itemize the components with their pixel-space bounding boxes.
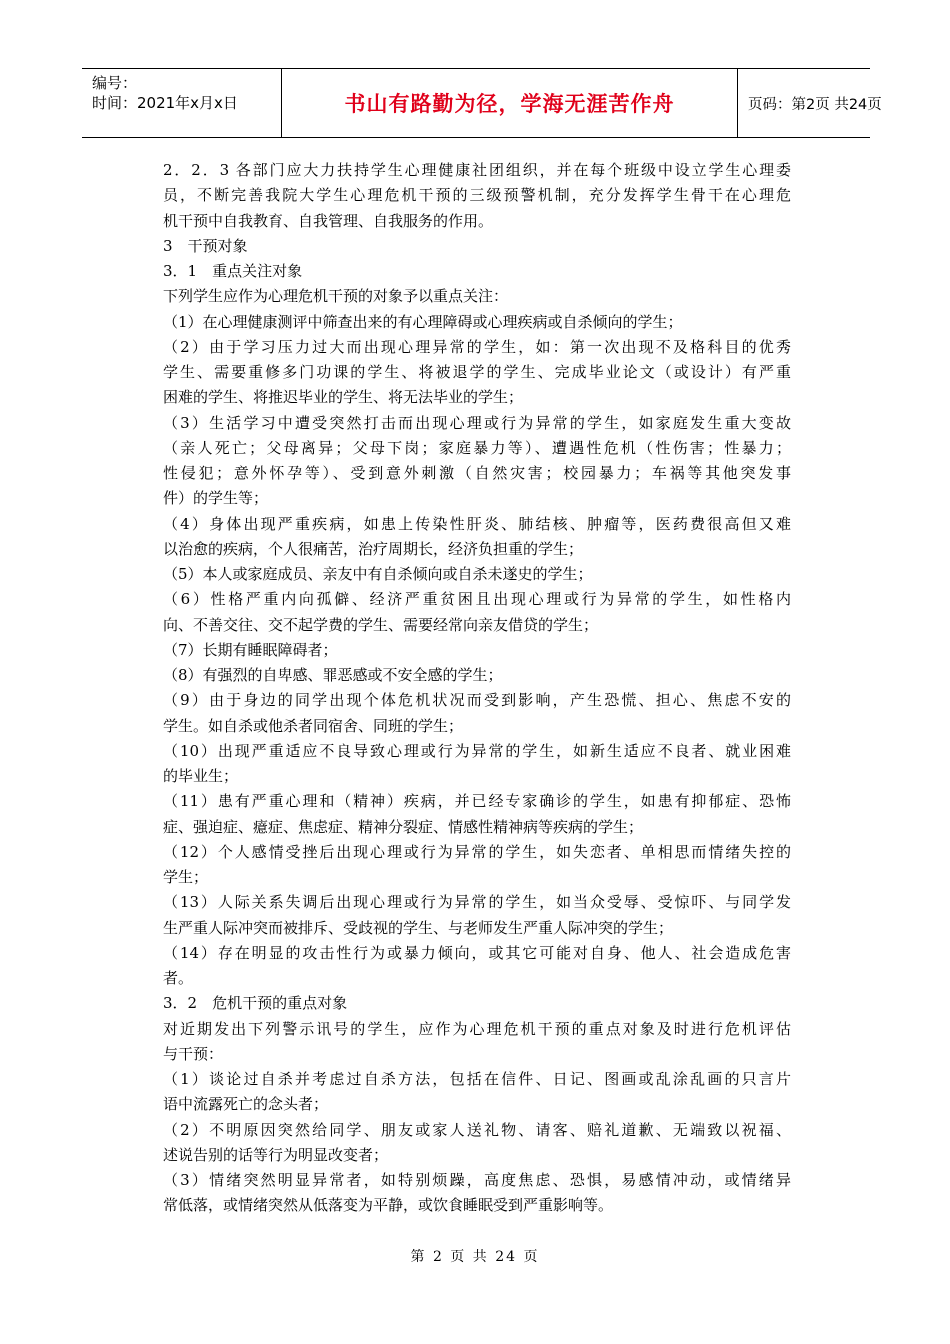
body-text-line: 学生； [163, 868, 209, 886]
body-text-line: （亲人死亡；父母离异；父母下岗；家庭暴力等）、遭遇性危机（性伤害；性暴力； [163, 438, 791, 457]
body-text-line: （10）出现严重适应不良导致心理或行为异常的学生，如新生适应不良者、就业困难 [163, 741, 791, 760]
body-text-line: （1）在心理健康测评中筛查出来的有心理障碍或心理疾病或自杀倾向的学生； [163, 312, 683, 331]
header-meta [82, 69, 282, 137]
body-text-line: （5）本人或家庭成员、亲友中有自杀倾向或自杀未遂史的学生； [163, 565, 593, 583]
body-text-line: 下列学生应作为心理危机干预的对象予以重点关注： [163, 287, 509, 306]
body-text-line: （8）有强烈的自卑感、罪恶感或不安全感的学生； [163, 666, 503, 684]
body-text-line: 学生。如自杀或他杀者同宿舍、同班的学生； [163, 716, 464, 735]
body-text-line: （2）由于学习压力过大而出现心理异常的学生，如：第一次出现不及格科目的优秀 [163, 337, 791, 356]
body-text-line: 件）的学生等； [163, 489, 269, 508]
body-text-line: 者。 [163, 969, 194, 987]
body-text-line: 与干预： [163, 1044, 224, 1063]
body-text-line: 员，不断完善我院大学生心理危机干预的三级预警机制，充分发挥学生骨干在心理危 [163, 186, 791, 205]
body-text-line: （1）谈论过自杀并考虑过自杀方法，包括在信件、日记、图画或乱涂乱画的只言片 [163, 1070, 791, 1088]
page-header [82, 68, 882, 138]
body-text-line: （3）情绪突然明显异常者，如特别烦躁，高度焦虑、恐惧，易感情冲动，或情绪异 [163, 1171, 791, 1189]
document-body [163, 158, 791, 1219]
body-text-line: 3．1 重点关注对象 [163, 262, 303, 280]
body-text-line: 学生、需要重修多门功课的学生、将被退学的学生、完成毕业论文（或设计）有严重 [163, 363, 791, 381]
body-text-line: 症、强迫症、癔症、焦虑症、精神分裂症、情感性精神病等疾病的学生； [163, 817, 644, 836]
body-text-line: （6）性格严重内向孤僻、经济严重贫困且出现心理或行为异常的学生，如性格内 [163, 590, 791, 609]
body-text-line: （11）患有严重心理和（精神）疾病，并已经专家确诊的学生，如患有抑郁症、恐怖 [163, 792, 791, 811]
body-text-line: 生严重人际冲突而被排斥、受歧视的学生、与老师发生严重人际冲突的学生； [163, 918, 674, 937]
body-text-line: （13）人际关系失调后出现心理或行为异常的学生，如当众受辱、受惊吓、与同学发 [163, 893, 791, 912]
body-text-line: （2）不明原因突然给同学、朋友或家人送礼物、请客、赔礼道歉、无端致以祝福、 [163, 1120, 791, 1139]
body-text-line: 3 干预对象 [163, 236, 248, 255]
body-text-line: 向、不善交往、交不起学费的学生、需要经常向亲友借贷的学生； [163, 615, 599, 634]
body-text-line: （7）长期有睡眠障碍者； [163, 640, 338, 659]
document-number-label: 编号： [92, 74, 138, 92]
body-text-line: 机干预中自我教育、自我管理、自我服务的作用。 [163, 211, 494, 230]
body-text-line: （3）生活学习中遭受突然打击而出现心理或行为异常的学生，如家庭发生重大变故 [163, 413, 791, 432]
body-text-line: 对近期发出下列警示讯号的学生，应作为心理危机干预的重点对象及时进行危机评估 [163, 1019, 791, 1038]
body-text-line: 困难的学生、将推迟毕业的学生、将无法毕业的学生； [163, 388, 524, 407]
body-text-line: 以治愈的疾病，个人很痛苦，治疗周期长，经济负担重的学生； [163, 539, 584, 558]
body-text-line: 常低落，或情绪突然从低落变为平静，或饮食睡眠受到严重影响等。 [163, 1196, 614, 1215]
document-time-label: 时间：2021年x月x日 [92, 94, 238, 112]
body-text-line: 性侵犯；意外怀孕等）、受到意外刺激（自然灾害；校园暴力；车祸等其他突发事 [163, 464, 791, 482]
body-text-line: （4）身体出现严重疾病，如患上传染性肝炎、肺结核、肿瘤等，医药费很高但又难 [163, 514, 791, 533]
body-text-line: 2．2．3 各部门应大力扶持学生心理健康社团组织，并在每个班级中设立学生心理委 [163, 161, 791, 179]
header-motto: 书山有路勤为径，学海无涯苦作舟 [282, 69, 738, 137]
body-text-line: （9）由于身边的同学出现个体危机状况而受到影响，产生恐慌、担心、焦虑不安的 [163, 691, 791, 710]
header-page-info: 页码：第2页 共24页 [748, 96, 882, 113]
page-footer: 第 2 页 共 24 页 [410, 1249, 540, 1265]
body-text-line: 语中流露死亡的念头者； [163, 1095, 329, 1114]
body-text-line: 述说告别的话等行为明显改变者； [163, 1145, 389, 1164]
body-text-line: （14）存在明显的攻击性行为或暴力倾向，或其它可能对自身、他人、社会造成危害 [163, 943, 791, 962]
body-text-line: （12）个人感情受挫后出现心理或行为异常的学生，如失恋者、单相思而情绪失控的 [163, 842, 791, 861]
body-text-line: 的毕业生； [163, 767, 239, 785]
body-text-line: 3．2 危机干预的重点对象 [163, 994, 348, 1013]
